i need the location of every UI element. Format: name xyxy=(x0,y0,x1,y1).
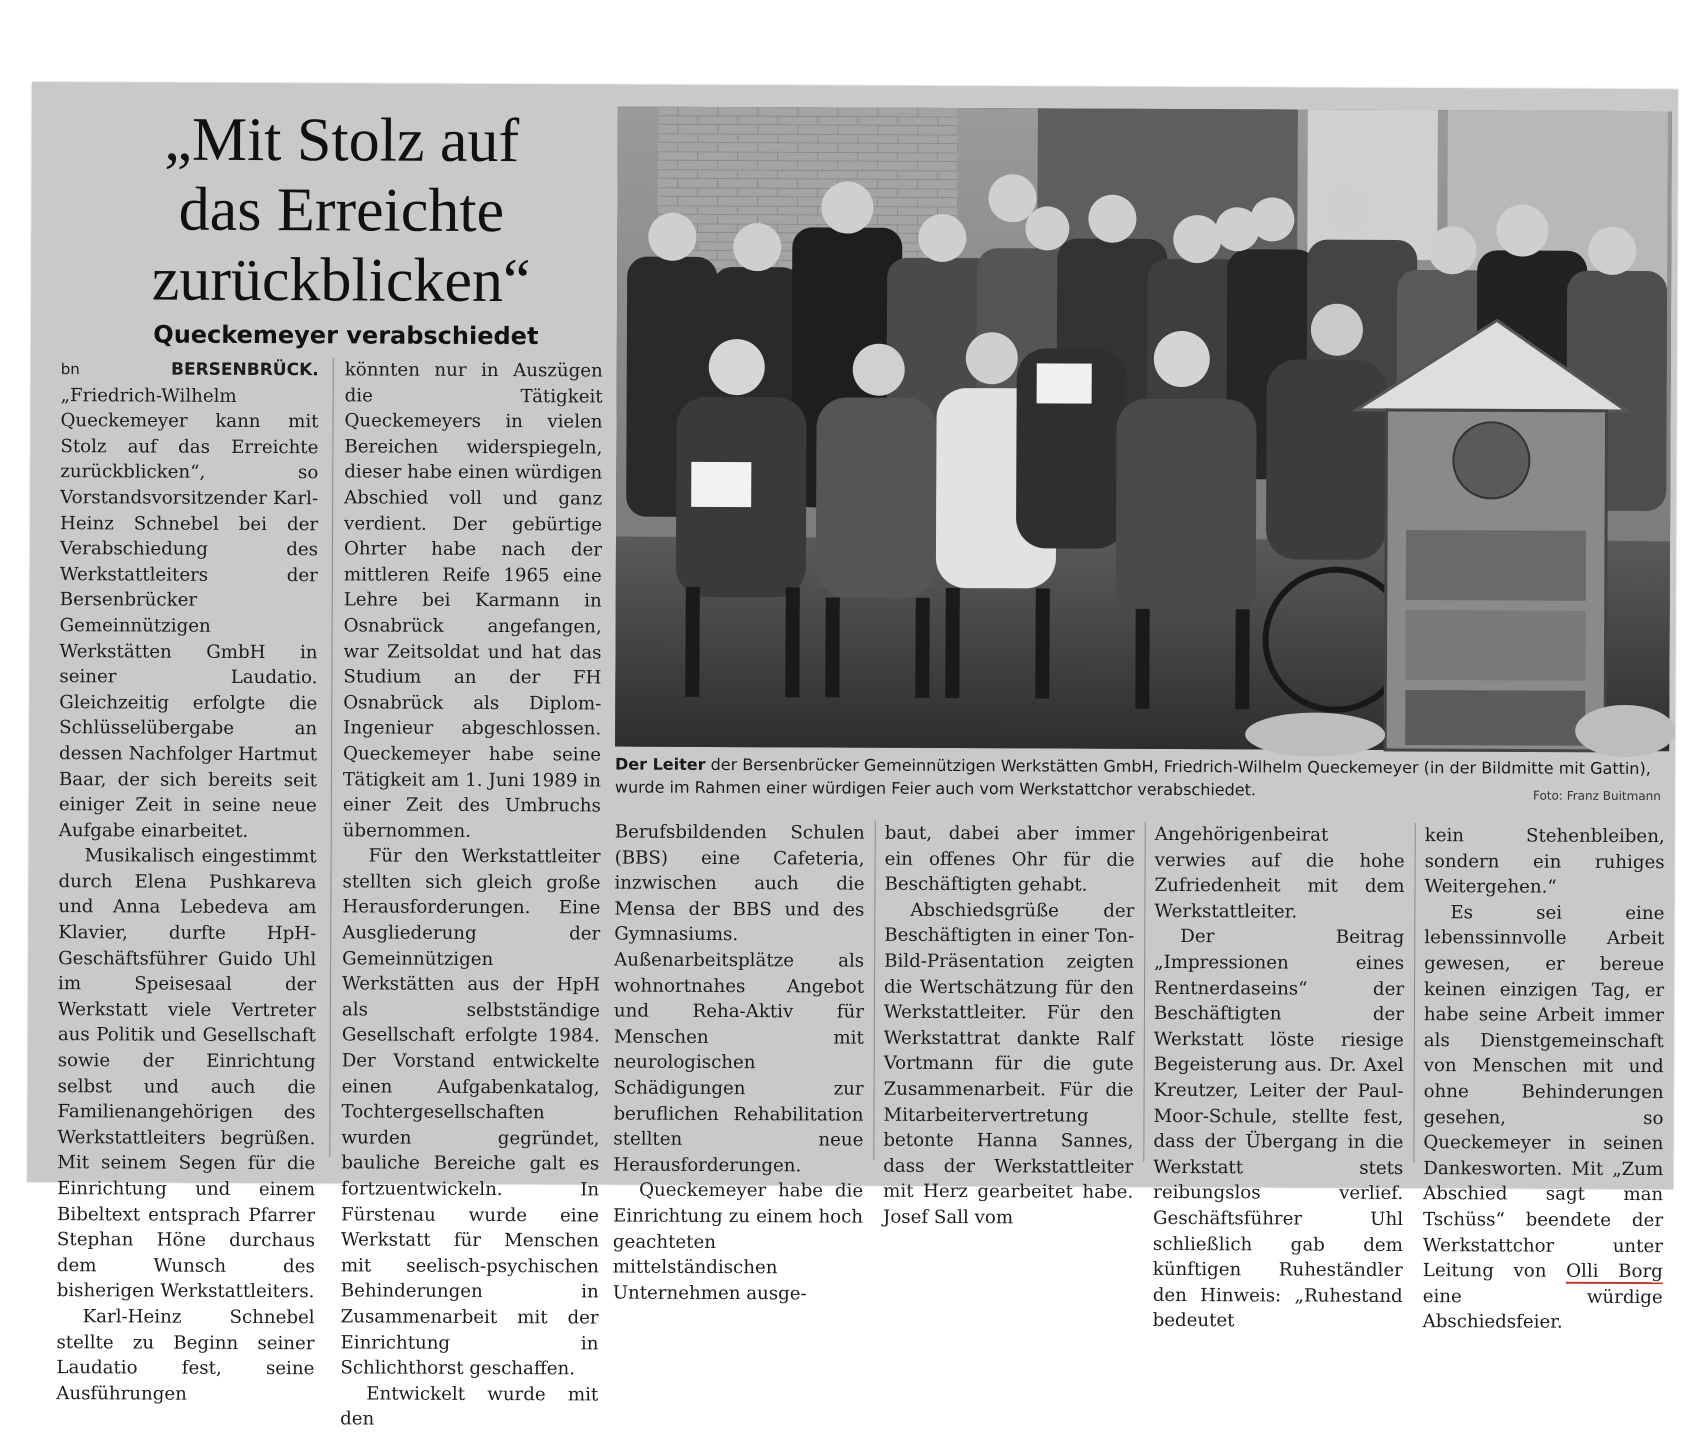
article-paragraph xyxy=(1423,900,1665,1336)
headline xyxy=(71,104,612,316)
group-photo xyxy=(615,107,1672,752)
column-divider xyxy=(329,357,333,1157)
newspaper-clipping xyxy=(27,82,1678,1430)
article-paragraph: kein Stehenbleiben, sondern ein ruhiges Weitergehen.“ xyxy=(1424,825,1665,898)
paragraph-text: „Friedrich-Wilhelm Queckemeyer kann mit Stolz auf das Erreichte zurückblicken“, so Vorstandsvorsitzender Karl-Heinz Schnebel bei der Verabschiedung des Werkstattleiters der Bersenbrücker Gemeinnützigen Werkstätten GmbH in seiner Laudatio. Gleichzeitig erfolgte die Schlüsselübergabe an dessen Nachfolger Hartmut Baar, der sich bereits seit einiger Zeit in seine neue Aufgabe einarbeitet. xyxy=(58,384,319,842)
column-divider xyxy=(1413,823,1415,1163)
headline-line-2: das Erreichte xyxy=(178,175,505,246)
group-photo-image xyxy=(615,107,1672,752)
underlined-name: Olli Borg xyxy=(1566,1260,1663,1283)
headline-line-3: zurückblicken“ xyxy=(151,245,531,316)
article-column-5 xyxy=(1153,822,1405,1335)
author-initials: bn xyxy=(60,360,80,379)
article-paragraph: Abschiedsgrüße der Beschäftigten in einer Ton-Bild-Präsentation zeigten die Wertschätzung für den Werkstattleiter. Für den Werkstattrat dankte Ralf Vortmann für die gute Zusammenarbeit. Für die Mitarbeitervertretung betonte Hanna Sannes, dass der Werkstattleiter mit Herz gearbeitet habe. Josef Sall vom xyxy=(883,899,1135,1229)
subheadline: Queckemeyer verabschiedet xyxy=(153,320,539,351)
article-paragraph xyxy=(59,356,319,844)
article-paragraph: Angehörigenbeirat verwies auf die hohe Zufriedenheit mit dem Werkstattleiter. xyxy=(1154,823,1405,923)
photo-credit: Foto: Franz Buitmann xyxy=(1532,788,1661,804)
dateline: BERSENBRÜCK. xyxy=(170,359,319,381)
photo-caption xyxy=(615,753,1665,804)
article-paragraph: Karl-Heinz Schnebel stellte zu Beginn seiner Laudatio fest, seine Ausführungen xyxy=(56,1306,315,1405)
paragraph-text: eine würdige Abschiedsfeier. xyxy=(1422,1285,1663,1333)
article-paragraph: Entwickelt wurde mit den xyxy=(340,1383,599,1430)
article-column-6 xyxy=(1423,823,1665,1336)
article-column-2 xyxy=(340,357,603,1433)
headline-line-1: „Mit Stolz auf xyxy=(164,105,520,176)
paragraph-text: Es sei eine lebenssinnvolle Arbeit gewesen, er bereue keinen einzigen Tag, er habe seine Arbeit immer als Dienstgemeinschaft von Menschen mit und ohne Behinderungen gesehen, so Queckemeyer in seinen Dankesworten. Mit „Zum Abschied sagt man Tschüss“ beendete der Werkstattchor unter Leitung von xyxy=(1422,901,1665,1282)
article-column-4 xyxy=(883,821,1135,1232)
article-paragraph: könnten nur in Auszügen die Tätigkeit Queckemeyers in vielen Bereichen widerspiegeln, dieser habe einen würdigen Abschied voll und ganz verdient. Der gebürtige Ohrter habe nach der mittleren Reife 1965 eine Lehre bei Karmann in Osnabrück angefangen, war Zeitsoldat und hat das Studium an der FH Osnabrück als Diplom-Ingenieur abgeschlossen. Queckemeyer habe seine Tätigkeit am 1. Juni 1989 in einer Zeit des Umbruchs übernommen. xyxy=(342,359,603,842)
column-divider xyxy=(1143,822,1145,1162)
article-column-1 xyxy=(56,356,319,1407)
article-paragraph: Queckemeyer habe die Einrichtung zu einem hoch geachteten mittelständischen Unternehmen ausge- xyxy=(612,1179,864,1305)
article-paragraph: baut, dabei aber immer ein offenes Ohr für die Beschäftigten gehabt. xyxy=(884,822,1135,896)
caption-text: der Bersenbrücker Gemeinnützigen Werkstätten GmbH, Friedrich-Wilhelm Queckemeyer (in der Bildmitte mit Gattin), wurde im Rahmen einer würdigen Feier auch vom Werkstattchor verabschiedet. xyxy=(614,754,1651,800)
article-paragraph: Musikalisch eingestimmt durch Elena Pushkareva und Anna Lebedeva am Klavier, durfte HpH-Geschäftsführer Guido Uhl im Speisesaal der Werkstatt viele Vertreter aus Politik und Gesellschaft sowie der Einrichtung selbst und auch die Familienangehörigen des Werkstattleiters begrüßen. Mit seinem Segen für die Einrichtung und einem Bibeltext entsprach Pfarrer Stephan Höne durchaus dem Wunsch des bisherigen Werkstattleiters. xyxy=(56,845,317,1303)
column-divider xyxy=(873,821,875,1161)
article-paragraph: Für den Werkstattleiter stellten sich gleich große Herausforderungen. Eine Ausgliederung der Gemeinnützigen Werkstätten aus der HpH als selbstständige Gesellschaft erfolgte 1984. Der Vorstand entwickelte einen Aufgabenkatalog, Tochtergesellschaften wurden gegründet, bauliche Bereiche galt es fortzuentwickeln. In Fürstenau wurde eine Werkstatt für Menschen mit seelisch-psychischen Behinderungen in Zusammenarbeit mit der Einrichtung in Schlichthorst geschaffen. xyxy=(340,845,601,1380)
caption-lead: Der Leiter xyxy=(614,754,706,774)
article-column-3 xyxy=(613,820,865,1307)
article-paragraph: Berufsbildenden Schulen (BBS) eine Cafeteria, inzwischen auch die Mensa der BBS und des Gymnasiums. Außenarbeitsplätze als wohnortnahes Angebot und Reha-Aktiv für Menschen mit neurologischen Schädigungen zur beruflichen Rehabilitation stellten neue Herausforderungen. xyxy=(613,821,865,1177)
article-paragraph: Der Beitrag „Impressionen eines Rentnerdaseins“ der Beschäftigten der Werkstatt löste riesige Begeisterung aus. Dr. Axel Kreutzer, Leiter der Paul-Moor-Schule, stellte fest, dass der Übergang in die Werkstatt stets reibungslos verlief. Geschäftsführer Uhl schließlich gab dem künftigen Ruheständler den Hinweis: „Ruhestand bedeutet xyxy=(1152,926,1405,1332)
